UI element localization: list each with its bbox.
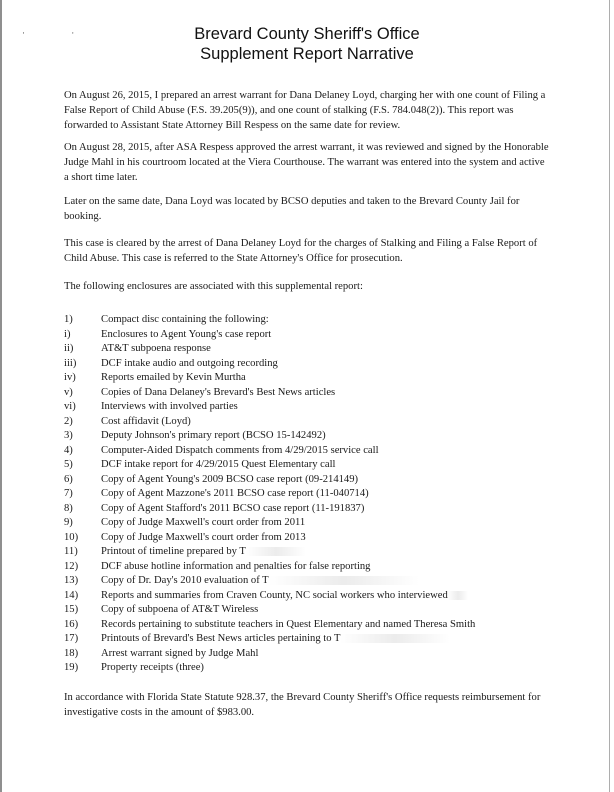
list-item: 3) Deputy Johnson's primary report (BCSO 15-142492) (64, 430, 326, 441)
list-item: 11) Printout of timeline prepared by T (64, 545, 550, 560)
list-item: 18) Arrest warrant signed by Judge Mahl (64, 647, 259, 659)
list-item: 15) Copy of subpoena of AT&T Wireless (64, 604, 259, 615)
paragraph-enclosures-intro: The following enclosures are associated with this supplemental report: (64, 281, 363, 292)
list-item: 9) Copy of Judge Maxwell's court order from 2011 (64, 517, 306, 528)
redaction-mark (340, 634, 450, 643)
paragraph-reimbursement: In accordance with Florida State Statute 928.37, the Brevard County Sheriff's Office requests reimbursement for investigative costs in the amount of $983.00. (64, 692, 541, 718)
scan-edge-left (0, 0, 2, 792)
list-item: 13) Copy of Dr. Day's 2010 evaluation of T (64, 574, 550, 589)
enclosure-list (64, 313, 550, 676)
list-item: ii) AT&T subpoena response (64, 343, 211, 354)
list-item: 8) Copy of Agent Stafford's 2011 BCSO case report (11-191837) (64, 502, 365, 514)
redaction-mark (246, 547, 306, 556)
list-item: 19) Property receipts (three) (64, 662, 204, 673)
list-item: 4) Computer-Aided Dispatch comments from 4/29/2015 service call (64, 444, 379, 456)
scan-specks: · · (22, 28, 97, 38)
header-report-type: Supplement Report Narrative (200, 45, 414, 63)
list-item: 6) Copy of Agent Young's 2009 BCSO case report (09-214149) (64, 473, 359, 485)
list-item: iv) Reports emailed by Kevin Murtha (64, 372, 246, 383)
paragraph-booking: Later on the same date, Dana Loyd was located by BCSO deputies and taken to the Brevard County Jail for booking. (64, 196, 520, 222)
list-item: 17) Printouts of Brevard's Best News articles pertaining to T (64, 632, 550, 647)
report-header (0, 24, 614, 64)
scan-edge-right (609, 0, 610, 792)
list-item: vi) Interviews with involved parties (64, 401, 238, 412)
paragraph-warrant-signed: On August 28, 2015, after ASA Respess approved the arrest warrant, it was reviewed and signed by the Honorable Judge Mahl in his courtroom located at the Viera Courthouse. The warrant was entered into the system and active a short time later. (64, 142, 549, 183)
list-item: i) Enclosures to Agent Young's case report (64, 328, 272, 340)
list-item: iii) DCF intake audio and outgoing recording (64, 357, 278, 369)
redaction-mark (269, 576, 419, 585)
list-item: 14) Reports and summaries from Craven County, NC social workers who interviewed (64, 589, 550, 604)
list-item: 7) Copy of Agent Mazzone's 2011 BCSO case report (11-040714) (64, 488, 369, 499)
paragraph-case-cleared: This case is cleared by the arrest of Dana Delaney Loyd for the charges of Stalking and Filing a False Report of Child Abuse. This case is referred to the State Attorney's Office for prosecution. (64, 238, 538, 264)
list-item: 2) Cost affidavit (Loyd) (64, 415, 191, 427)
header-agency: Brevard County Sheriff's Office (194, 25, 420, 43)
list-item: 5) DCF intake report for 4/29/2015 Quest Elementary call (64, 459, 336, 470)
redaction-mark (448, 591, 468, 600)
paragraph-warrant-prepared: On August 26, 2015, I prepared an arrest warrant for Dana Delaney Loyd, charging her with one count of Filing a False Report of Child Abuse (F.S. 39.205(9)), and one count of stalking (F.S. 784.048(2)). This report was forwarded to Assistant State Attorney Bill Respess on the same date for review. (64, 90, 546, 131)
list-item: 1) Compact disc containing the following: (64, 314, 269, 325)
list-item: 16) Records pertaining to substitute teachers in Quest Elementary and named Theresa Smith (64, 618, 476, 630)
list-item: v) Copies of Dana Delaney's Brevard's Best News articles (64, 386, 336, 398)
list-item: 10) Copy of Judge Maxwell's court order from 2013 (64, 531, 306, 543)
list-item: 12) DCF abuse hotline information and penalties for false reporting (64, 560, 371, 572)
